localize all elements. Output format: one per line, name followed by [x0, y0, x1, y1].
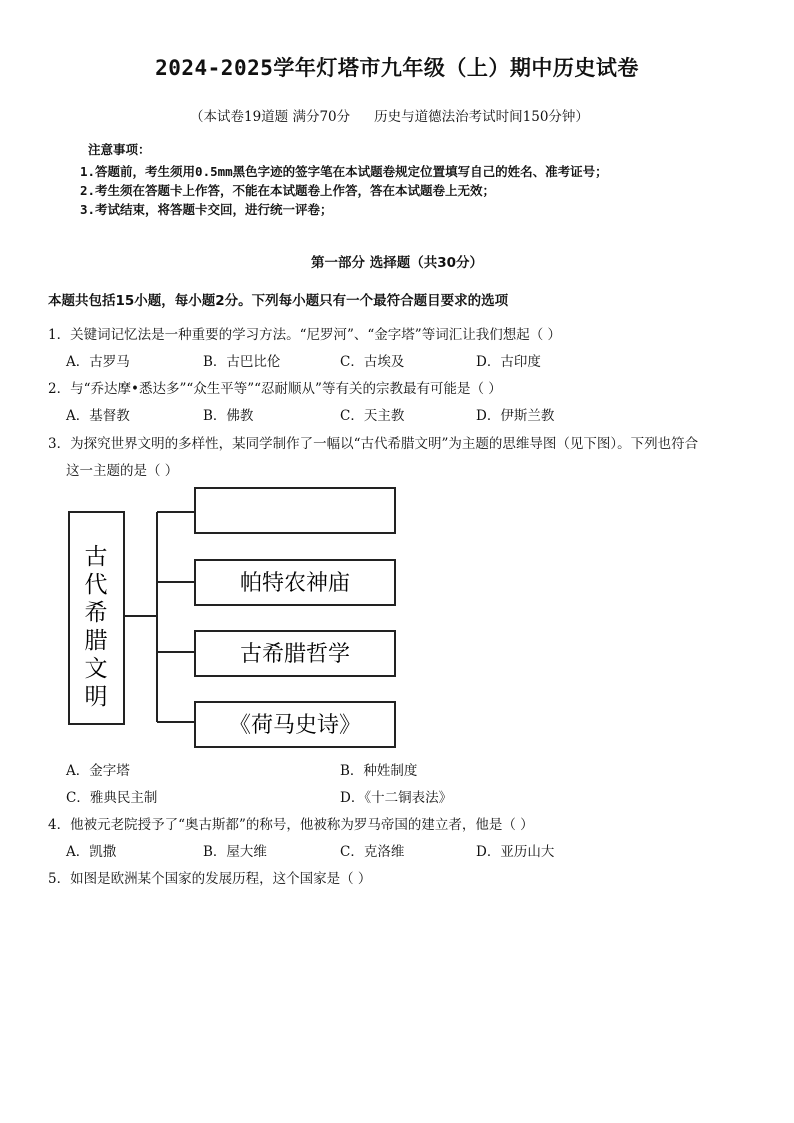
- question-2-option-c: C．天主教: [340, 408, 405, 424]
- mind-map-root-char-6: 明: [84, 684, 108, 710]
- question-2-option-b: B．佛教: [203, 408, 254, 424]
- notice-item-1: 1.答题前，考生须用0.5mm黑色字迹的签字笔在本试题卷规定位置填写自己的姓名、准考证号；: [80, 164, 608, 179]
- mind-map-root-char-2: 代: [84, 572, 108, 598]
- question-4-option-c: C．克洛维: [340, 844, 405, 860]
- question-1-option-a: A．古罗马: [66, 354, 130, 370]
- question-3-stem-line-2: 这一主题的是（ ）: [66, 463, 179, 479]
- question-3-option-a: A．金字塔: [66, 763, 130, 779]
- question-4-option-a: A．凯撒: [66, 844, 117, 860]
- question-3-option-b: B．种姓制度: [340, 763, 418, 779]
- question-1-option-d: D．古印度: [476, 354, 541, 370]
- question-3-option-d: D．《十二铜表法》: [340, 790, 453, 806]
- notice-item-2: 2.考生须在答题卡上作答，不能在本试题卷上作答，答在本试题卷上无效；: [80, 183, 496, 198]
- mind-map-diagram: [68, 486, 408, 750]
- mind-map-branch-box-1: [195, 488, 395, 533]
- question-2-option-a: A．基督教: [66, 408, 130, 424]
- notice-item-3: 3.考试结束，将答题卡交回，进行统一评卷；: [80, 202, 333, 217]
- question-4-option-d: D．亚历山大: [476, 844, 555, 860]
- question-3-stem-line-1: 3．为探究世界文明的多样性，某同学制作了一幅以“古代希腊文明”为主题的思维导图（见下图）。下列也符合: [48, 436, 699, 452]
- mind-map-root-char-3: 希: [84, 600, 108, 626]
- question-3-option-c: C．雅典民主制: [66, 790, 158, 806]
- question-1-stem: 1．关键词记忆法是一种重要的学习方法。“尼罗河”、“金字塔”等词汇让我们想起（ ）: [48, 327, 561, 343]
- exam-info: [190, 105, 589, 125]
- section-title: 第一部分 选择题（共30分）: [311, 255, 483, 271]
- question-1-option-b: B．古巴比伦: [203, 354, 281, 370]
- question-4-stem: 4．他被元老院授予了“奥古斯都”的称号，他被称为罗马帝国的建立者，他是（ ）: [48, 817, 534, 833]
- exam-info-right: 历史与道德法治考试时间150分钟）: [374, 109, 589, 125]
- question-1-option-c: C．古埃及: [340, 354, 405, 370]
- mind-map-branch-4-label: 《荷马史诗》: [228, 713, 362, 738]
- section-instruction: 本题共包括15小题，每小题2分。下列每小题只有一个最符合题目要求的选项: [48, 293, 509, 309]
- question-2-option-d: D．伊斯兰教: [476, 408, 555, 424]
- page-title: 2024-2025学年灯塔市九年级（上）期中历史试卷: [155, 56, 639, 80]
- mind-map-root-char-5: 文: [84, 656, 108, 682]
- mind-map-branch-2-label: 帕特农神庙: [239, 571, 351, 596]
- mind-map-branch-3-label: 古希腊哲学: [239, 642, 351, 667]
- question-2-stem: 2．与“乔达摩•悉达多”“众生平等”“忍耐顺从”等有关的宗教最有可能是（ ）: [48, 381, 502, 397]
- mind-map-root-char-4: 腊: [84, 628, 108, 654]
- question-4-option-b: B．屋大维: [203, 844, 267, 860]
- notice-heading: 注意事项：: [88, 142, 151, 157]
- question-5-stem: 5．如图是欧洲某个国家的发展历程，这个国家是（ ）: [48, 871, 372, 887]
- mind-map-root-char-1: 古: [84, 544, 108, 570]
- exam-info-left: （本试卷19道题 满分70分: [190, 109, 351, 125]
